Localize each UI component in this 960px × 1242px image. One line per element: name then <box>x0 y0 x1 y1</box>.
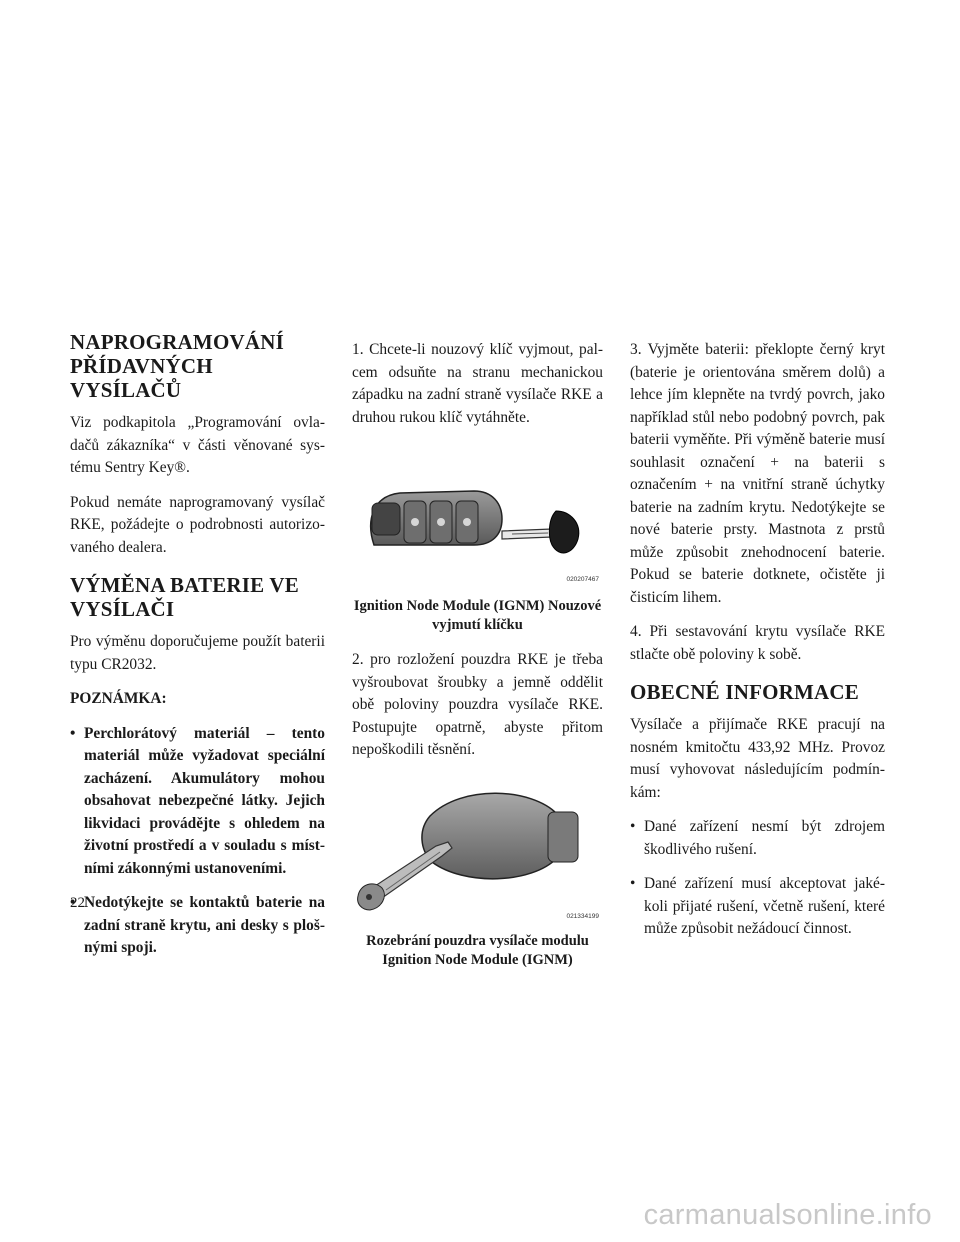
step-2: 2. pro rozložení pouzdra RKE je třeba vyšroubovat šroubky a jemně oddělit obě poloviny pouzdra vysílače RKE. Postupujte opatrně, abyste přitom nepoškodili těsnění. <box>352 651 603 758</box>
step-1: 1. Chcete-li nouzový klíč vyjmout, palcem odsuňte na stranu mechanickou západku na zadní straně vysílače RKE a druhou rukou klíč vytáhněte. <box>352 341 603 426</box>
list-item: • Perchlorátový materiál – tento materiál může vyžadovat speciální zacházení. Akumulátory mohou obsahovat nebezpečné látky. Jejich likvidaci provádějte s ohledem na životní prostředí a v souladu s místními zákonnými ustanoveními. <box>70 723 325 881</box>
page-number: 22 <box>70 895 85 911</box>
list-item: • Dané zařízení nesmí být zdrojem škodlivého rušení. <box>630 816 885 861</box>
figure-code: 021334199 <box>566 912 599 920</box>
paragraph: Pro výměnu doporučujeme použít baterii typu CR2032. <box>70 633 325 673</box>
list-item: • Nedotýkejte se kontaktů baterie na zadní straně krytu, ani desky s plošnými spoji. <box>70 892 325 960</box>
warning-list <box>70 723 325 960</box>
figure-caption: Rozebrání pouzdra vysílače modulu Ignition Node Module (IGNM) <box>366 932 589 968</box>
paragraph: Pokud nemáte naprogramovaný vysílač RKE, požádejte o podrobnosti autorizovaného dealera. <box>70 493 325 556</box>
paragraph: Vysílače a přijímače RKE pracují na nosném kmitočtu 433,92 MHz. Provoz musí vyhovovat následujícím podmínkám: <box>630 716 885 801</box>
note-label: POZNÁMKA: <box>70 690 167 707</box>
left-column <box>70 330 325 972</box>
paragraph: Viz podkapitola „Programování ovladačů zákazníka“ v části věnované systému Sentry Key®. <box>70 414 325 476</box>
heading-programming: NAPROGRAMOVÁNÍ PŘÍDAVNÝCH VYSÍLAČŮ <box>70 330 284 402</box>
housing-illustration <box>352 776 603 916</box>
watermark: carmanualsonline.info <box>643 1199 932 1231</box>
figure-housing-disassembly <box>352 776 603 926</box>
step-3: 3. Vyjměte baterii: překlopte černý kryt (baterie je orientována směrem dolů) a lehce jím klepněte na tvrdý povrch, jako například stůl nebo podobný povrch, pak baterii vyměňte. Při výměně baterie musí souhlasit označení + na baterii s označením + na vnitřní straně úchytky baterie na zadním krytu. Nedotýkejte se nové baterie prsty. Mastnota z prstů může způsobit znehodnocení baterie. Pokud se baterie dotknete, očistěte ji čisticím lihem. <box>630 341 885 606</box>
key-fob-illustration <box>352 441 603 581</box>
step-4: 4. Při sestavování krytu vysílače RKE stlačte obě poloviny k sobě. <box>630 623 885 663</box>
conditions-list <box>630 816 885 941</box>
heading-battery-replacement: VÝMĚNA BATERIE VE VYSÍLAČI <box>70 573 299 621</box>
heading-general-info: OBECNÉ INFORMACE <box>630 680 859 704</box>
figure-caption: Ignition Node Module (IGNM) Nouzové vyjmutí klíčku <box>353 598 602 633</box>
figure-code: 020207467 <box>566 576 599 583</box>
figure-key-removal <box>352 441 603 591</box>
middle-column <box>352 339 603 984</box>
right-column <box>630 339 885 953</box>
list-item: • Dané zařízení musí akceptovat jakékoli přijaté rušení, včetně rušení, které může způsobit nežádoucí činnost. <box>630 873 885 941</box>
